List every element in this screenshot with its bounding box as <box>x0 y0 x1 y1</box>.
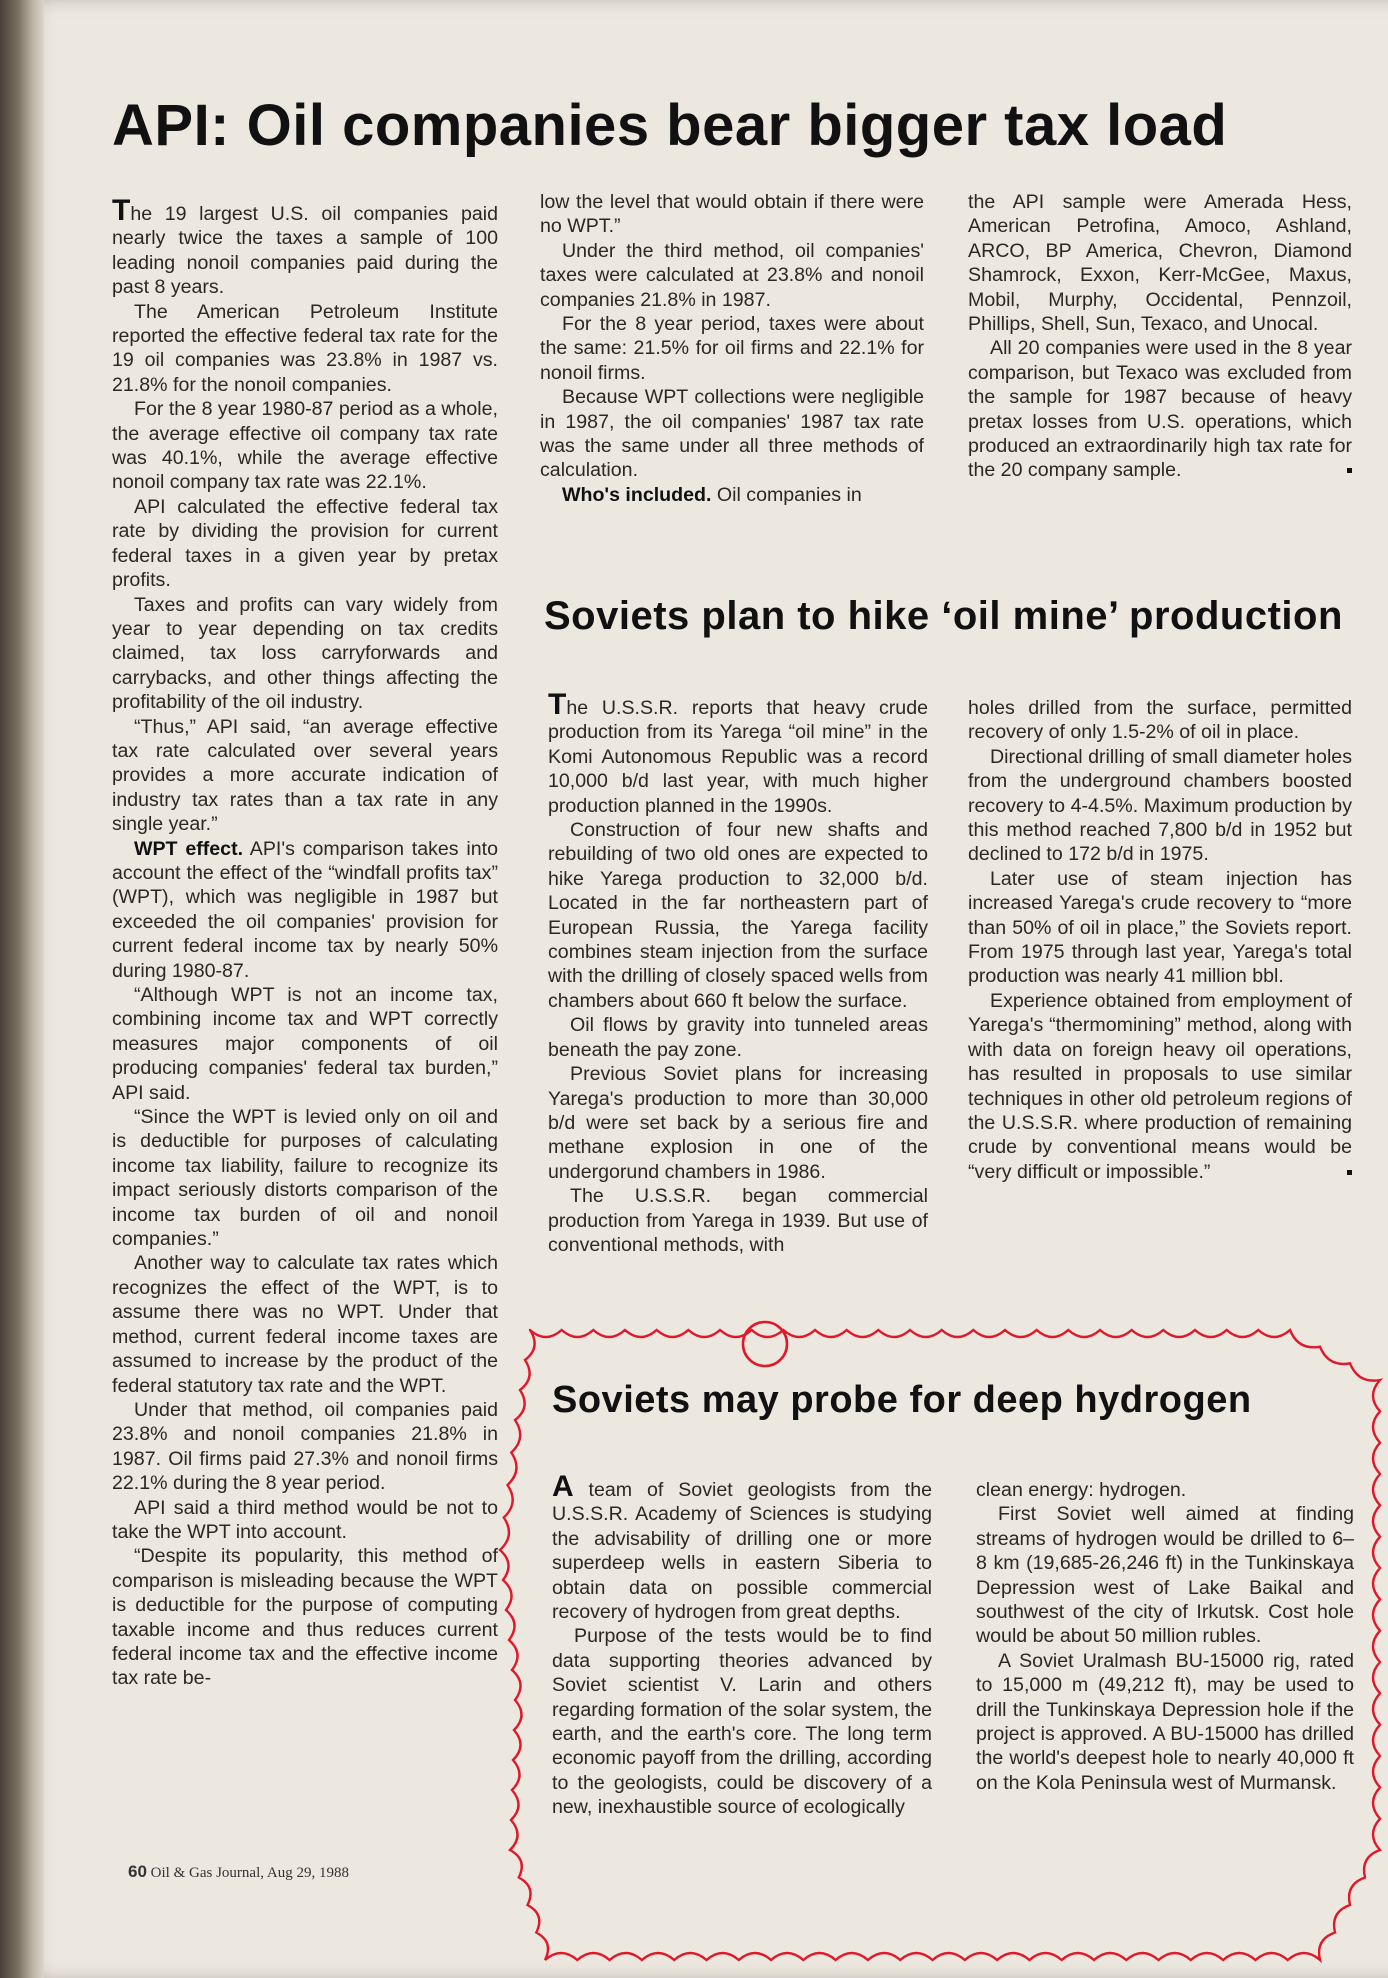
article-hydrogen-column-2 <box>976 1478 1354 1795</box>
paragraph <box>552 1470 932 1624</box>
article-hydrogen-title: Soviets may probe for deep hydrogen <box>552 1379 1252 1421</box>
paragraph: For the 8 year period, taxes were about the same: 21.5% for oil firms and 22.1% for nonoil firms. <box>540 313 924 384</box>
paragraph: The American Petroleum Institute reported the effective federal tax rate for the 19 oil companies was 23.8% in 1987 vs. 21.8% for the nonoil companies. <box>112 300 498 396</box>
page-footer <box>128 1862 349 1882</box>
paragraph: First Soviet well aimed at finding streams of hydrogen would be drilled to 6–8 km (19,685-26,246 ft) in the Tunkinskaya Depression west of Lake Baikal and southwest of the city of Irkutsk. Cost hole would be about 50 million rubles. <box>976 1503 1354 1648</box>
paragraph: low the level that would obtain if there were no WPT.” <box>540 191 924 238</box>
paragraph: “Thus,” API said, “an average effective tax rate calculated over several years provides a more accurate indication of industry tax rates than a tax rate in any single year.” <box>112 715 498 836</box>
dropcap: T <box>112 194 131 227</box>
page-number: 60 <box>128 1862 147 1881</box>
paragraph: API calculated the effective federal tax rate by dividing the provision for current federal taxes in a given year by pretax profits. <box>112 495 498 592</box>
paragraph-text: All 20 companies were used in the 8 year comparison, but Texaco was excluded from the sample for 1987 because of heavy pretax losses from U.S. operations, which produced an extraordinarily high tax rate for the 20 company sample. <box>968 337 1352 482</box>
paragraph: Under the third method, oil companies' taxes were calculated at 23.8% and nonoil companies 21.8% in 1987. <box>540 239 924 311</box>
paragraph: Previous Soviet plans for increasing Yarega's production to more than 30,000 b/d were set back by a serious fire and methane explosion in one of the undergorund chambers in 1986. <box>548 1063 928 1183</box>
article-oil-mine-title: Soviets plan to hike ‘oil mine’ production <box>544 594 1343 638</box>
publication-line: Oil & Gas Journal, Aug 29, 1988 <box>150 1865 349 1881</box>
paragraph: Purpose of the tests would be to find data supporting theories advanced by Soviet scientist V. Larin and others regarding formation of the solar system, the earth, and the earth's core. The long term economic payoff from the drilling, according to the geologists, could be discovery of a new, inexhaustible source of ecologically <box>552 1625 932 1819</box>
paragraph: Directional drilling of small diameter holes from the underground chambers boosted recovery to 4-4.5%. Maximum production by this method reached 7,800 b/d in 1952 but declined to 172 b/d in 1975. <box>968 745 1352 866</box>
paragraph: clean energy: hydrogen. <box>976 1479 1187 1501</box>
paragraph-text: he 19 largest U.S. oil companies paid nearly twice the taxes a sample of 100 leading nonoil companies paid during the past 8 years. <box>112 203 498 299</box>
run-in-heading: Who's included. <box>562 483 712 506</box>
article-hydrogen-column-1 <box>552 1470 932 1820</box>
paragraph: Another way to calculate tax rates which recognizes the effect of the WPT, is to assume there was no WPT. Under that method, current federal income taxes are assumed to increase by the product of the federal statutory tax rate and the WPT. <box>112 1252 498 1397</box>
end-of-article-mark <box>1347 1170 1352 1175</box>
paragraph: Because WPT collections were negligible in 1987, the oil companies' 1987 tax rate was the same under all three methods of calculation. <box>540 386 924 482</box>
paragraph-text: he U.S.S.R. reports that heavy crude production from its Yarega “oil mine” in the Komi Autonomous Republic was a record 10,000 b/d last year, with much higher production planned in the 1990s. <box>548 697 928 817</box>
article-api-title: API: Oil companies bear bigger tax load <box>112 93 1228 158</box>
paragraph: For the 8 year 1980-87 period as a whole, the average effective oil company tax rate was 40.1%, while the average effective nonoil company tax rate was 22.1%. <box>112 398 498 494</box>
paragraph: holes drilled from the surface, permitted recovery of only 1.5-2% of oil in place. <box>968 697 1352 744</box>
end-of-article-mark <box>1347 468 1352 473</box>
paragraph: “Since the WPT is levied only on oil and is deductible for purposes of calculating income tax liability, failure to recognize its impact seriously distorts comparison of the income tax burden of oil and nonoil companies.” <box>112 1106 498 1251</box>
paragraph-text: API's comparison takes into account the effect of the “windfall profits tax” (WPT), which was negligible in 1987 but exceeded the oil companies' provision for current federal income tax by nearly 50% during 1980-87. <box>112 837 498 982</box>
paragraph <box>968 336 1352 482</box>
paragraph-text: Experience obtained from employment of Yarega's “thermomining” method, along with with data on foreign heavy oil operations, has resulted in proposals to use similar techniques in other old petroleum regions of the U.S.S.R. where production of remaining crude by conventional means would be “very difficult or impossible.” <box>968 989 1352 1183</box>
paragraph: Later use of steam injection has increased Yarega's crude recovery to “more than 50% of oil in place,” the Soviets report. From 1975 through last year, Yarega's total production was nearly 41 million bbl. <box>968 867 1352 988</box>
article-api-column-3 <box>968 190 1352 483</box>
paragraph <box>112 194 498 300</box>
article-api-column-2 <box>540 190 924 507</box>
marker-circle <box>743 1322 787 1366</box>
paragraph: The U.S.S.R. began commercial production from Yarega in 1939. But use of conventional methods, with <box>548 1185 928 1256</box>
paragraph: A Soviet Uralmash BU-15000 rig, rated to 15,000 m (49,212 ft), may be used to drill the Tunkinskaya Depression hole if the project is approved. A BU-15000 has drilled the world's deepest hole to nearly 40,000 ft on the Kola Peninsula west of Murmansk. <box>976 1649 1354 1794</box>
paragraph: Under that method, oil companies paid 23.8% and nonoil companies 21.8% in 1987. Oil firms paid 27.3% and nonoil firms 22.1% during the 8 year period. <box>112 1398 498 1495</box>
paragraph-text: Oil companies in <box>711 483 862 506</box>
article-oil-mine-column-2 <box>968 696 1352 1184</box>
page-binding <box>0 0 44 1978</box>
article-api-column-1 <box>112 194 498 1691</box>
paragraph <box>968 989 1352 1184</box>
paragraph <box>540 483 924 507</box>
paragraph-text: team of Soviet geologists from the U.S.S.R. Academy of Sciences is studying the advisability of drilling one or more superdeep wells in eastern Siberia to obtain data on possible commercial recovery of hydrogen from great depths. <box>552 1479 932 1624</box>
paragraph: the API sample were Amerada Hess, American Petrofina, Amoco, Ashland, ARCO, BP America, Chevron, Diamond Shamrock, Exxon, Kerr-McGee, Maxus, Mobil, Murphy, Occidental, Pennzoil, Phillips, Shell, Sun, Texaco, and Unocal. <box>968 191 1352 336</box>
paragraph <box>548 688 928 818</box>
article-oil-mine-column-1 <box>548 688 928 1257</box>
dropcap: A <box>552 1470 574 1503</box>
run-in-heading: WPT effect. <box>134 837 244 860</box>
paragraph: Taxes and profits can vary widely from year to year depending on tax credits claimed, tax loss carryforwards and carrybacks, and other things affecting the profitability of the oil industry. <box>112 593 498 714</box>
paragraph: Oil flows by gravity into tunneled areas beneath the pay zone. <box>548 1014 928 1061</box>
paragraph <box>112 837 498 983</box>
paragraph: “Although WPT is not an income tax, combining income tax and WPT correctly measures major components of oil producing companies' federal tax burden,” API said. <box>112 984 498 1104</box>
paragraph: API said a third method would be not to take the WPT into account. <box>112 1496 498 1543</box>
paragraph: Construction of four new shafts and rebuilding of two old ones are expected to hike Yarega production to 32,000 b/d. Located in the far northeastern part of European Russia, the Yarega facility combines steam injection from the surface with the drilling of closely spaced wells from chambers about 660 ft below the surface. <box>548 819 928 1012</box>
dropcap: T <box>548 688 567 721</box>
paragraph: “Despite its popularity, this method of comparison is misleading because the WPT is deductible for the purpose of computing taxable income and thus reduces current federal income tax and the effective income tax rate be- <box>112 1545 498 1690</box>
